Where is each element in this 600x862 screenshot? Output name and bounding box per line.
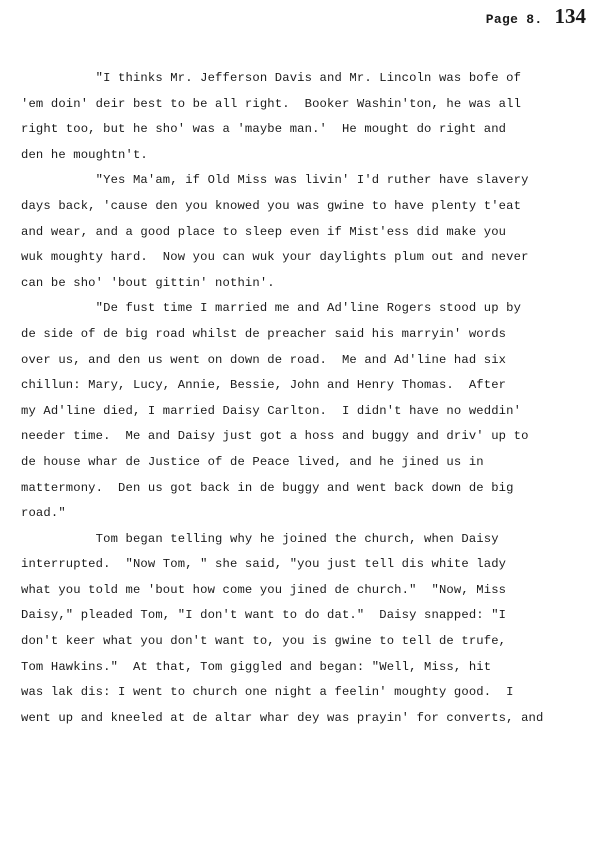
text-line: right too, but he sho' was a 'maybe man.' He mought do right and	[21, 122, 507, 137]
text-line: what you told me 'bout how come you jined de church." "Now, Miss	[21, 582, 507, 597]
page-header	[486, 4, 586, 29]
text-line: was lak dis: I went to church one night a feelin' moughty good. I	[21, 685, 514, 700]
text-line: needer time. Me and Daisy just got a hoss and buggy and driv' up to	[21, 429, 529, 444]
text-line: days back, 'cause den you knowed you was gwine to have plenty t'eat	[21, 198, 522, 213]
text-line: Tom Hawkins." At that, Tom giggled and began: "Well, Miss, hit	[21, 659, 492, 674]
text-line: can be sho' 'bout gittin' nothin'.	[21, 275, 275, 290]
text-line: interrupted. "Now Tom, " she said, "you just tell dis white lady	[21, 557, 507, 572]
text-line: don't keer what you don't want to, you is gwine to tell de trufe,	[21, 634, 507, 649]
text-line: chillun: Mary, Lucy, Annie, Bessie, John and Henry Thomas. After	[21, 378, 507, 393]
text-line: my Ad'line died, I married Daisy Carlton. I didn't have no weddin'	[21, 403, 522, 418]
text-line: and wear, and a good place to sleep even if Mist'ess did make you	[21, 224, 507, 239]
text-line: 'em doin' deir best to be all right. Booker Washin'ton, he was all	[21, 96, 522, 111]
text-line: de side of de big road whilst de preacher said his marryin' words	[21, 326, 507, 341]
text-line: "Yes Ma'am, if Old Miss was livin' I'd ruther have slavery	[21, 173, 529, 188]
text-line: road."	[21, 506, 66, 521]
text-line: Tom began telling why he joined the church, when Daisy	[21, 531, 499, 546]
text-line: mattermony. Den us got back in de buggy and went back down de big	[21, 480, 514, 495]
text-line: "De fust time I married me and Ad'line Rogers stood up by	[21, 301, 522, 316]
page-label: Page 8.	[485, 12, 543, 27]
text-line: over us, and den us went on down de road. Me and Ad'line had six	[21, 352, 507, 367]
text-line: Daisy," pleaded Tom, "I don't want to do dat." Daisy snapped: "I	[21, 608, 507, 623]
text-line: "I thinks Mr. Jefferson Davis and Mr. Lincoln was bofe of	[21, 71, 522, 85]
text-line: wuk moughty hard. Now you can wuk your daylights plum out and never	[21, 250, 529, 265]
text-line: den he moughtn't.	[21, 147, 148, 162]
text-line: de house whar de Justice of de Peace lived, and he jined us in	[21, 454, 484, 469]
page-number: 134	[554, 4, 586, 28]
text-line: went up and kneeled at de altar whar dey was prayin' for converts, and	[21, 710, 544, 725]
document-body	[21, 66, 581, 731]
